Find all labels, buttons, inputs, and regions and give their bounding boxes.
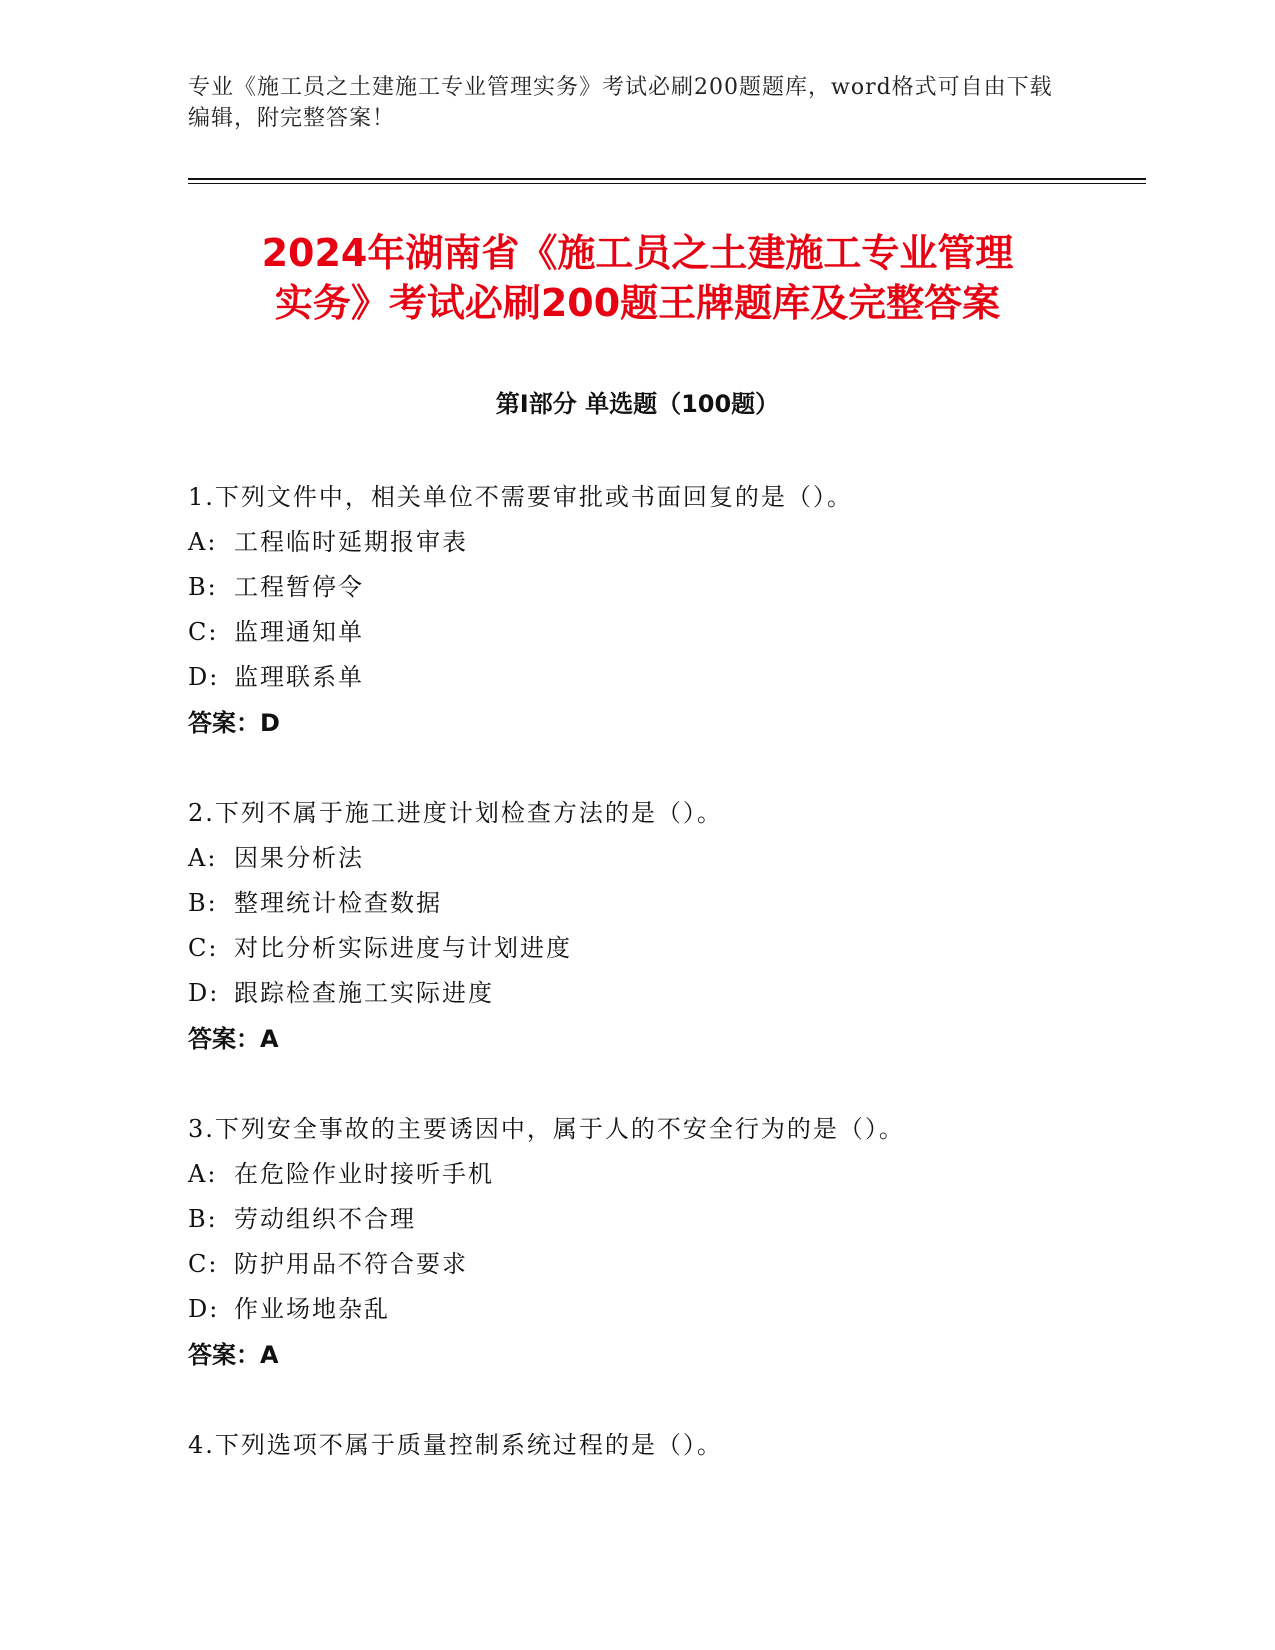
option-letter: C: <box>188 1250 219 1278</box>
option-text: 作业场地杂乱 <box>234 1295 390 1323</box>
option-d <box>188 1287 1138 1332</box>
answer: 答案：D <box>188 709 280 737</box>
option-text: 工程暂停令 <box>234 573 364 601</box>
option-letter: A: <box>188 1160 218 1188</box>
question-list <box>188 474 1138 1512</box>
option-text: 整理统计检查数据 <box>234 889 442 917</box>
option-text: 在危险作业时接听手机 <box>234 1160 494 1188</box>
option-a <box>188 520 1138 565</box>
header-note: 专业《施工员之土建施工专业管理实务》考试必刷200题题库，word格式可自由下载编辑，附完整答案！ <box>188 75 1053 131</box>
question-text: 3.下列安全事故的主要诱因中，属于人的不安全行为的是（）。 <box>188 1115 905 1143</box>
title-line-2: 实务》考试必刷200题王牌题库及完整答案 <box>274 281 1001 325</box>
question-4 <box>188 1422 1138 1468</box>
option-text: 劳动组织不合理 <box>234 1205 416 1233</box>
option-letter: B: <box>188 889 218 917</box>
option-a <box>188 1152 1138 1197</box>
option-letter: B: <box>188 1205 218 1233</box>
option-letter: D: <box>188 1295 220 1323</box>
option-letter: D: <box>188 979 220 1007</box>
option-c <box>188 926 1138 971</box>
option-text: 监理通知单 <box>234 618 364 646</box>
option-a <box>188 836 1138 881</box>
question-3 <box>188 1106 1138 1378</box>
option-b <box>188 565 1138 610</box>
option-text: 跟踪检查施工实际进度 <box>234 979 494 1007</box>
document-title <box>150 228 1125 328</box>
option-letter: A: <box>188 844 218 872</box>
header-divider-thick <box>188 178 1146 180</box>
option-d <box>188 971 1138 1016</box>
option-letter: C: <box>188 618 219 646</box>
option-letter: C: <box>188 934 219 962</box>
question-2 <box>188 790 1138 1062</box>
option-letter: A: <box>188 528 218 556</box>
option-b <box>188 881 1138 926</box>
title-line-1: 2024年湖南省《施工员之土建施工专业管理 <box>261 231 1014 275</box>
option-c <box>188 1242 1138 1287</box>
question-1 <box>188 474 1138 746</box>
option-text: 监理联系单 <box>234 663 364 691</box>
option-letter: D: <box>188 663 220 691</box>
section-title: 第I部分 单选题（100题） <box>495 390 780 418</box>
option-text: 防护用品不符合要求 <box>234 1250 468 1278</box>
question-text: 4.下列选项不属于质量控制系统过程的是（）。 <box>188 1431 723 1459</box>
question-text: 1.下列文件中，相关单位不需要审批或书面回复的是（）。 <box>188 483 853 511</box>
option-b <box>188 1197 1138 1242</box>
option-text: 对比分析实际进度与计划进度 <box>234 934 572 962</box>
option-c <box>188 610 1138 655</box>
question-text: 2.下列不属于施工进度计划检查方法的是（）。 <box>188 799 723 827</box>
option-text: 工程临时延期报审表 <box>234 528 468 556</box>
option-d <box>188 655 1138 700</box>
option-text: 因果分析法 <box>234 844 364 872</box>
header-divider-thin <box>188 183 1146 184</box>
answer: 答案：A <box>188 1341 279 1369</box>
option-letter: B: <box>188 573 218 601</box>
answer: 答案：A <box>188 1025 279 1053</box>
